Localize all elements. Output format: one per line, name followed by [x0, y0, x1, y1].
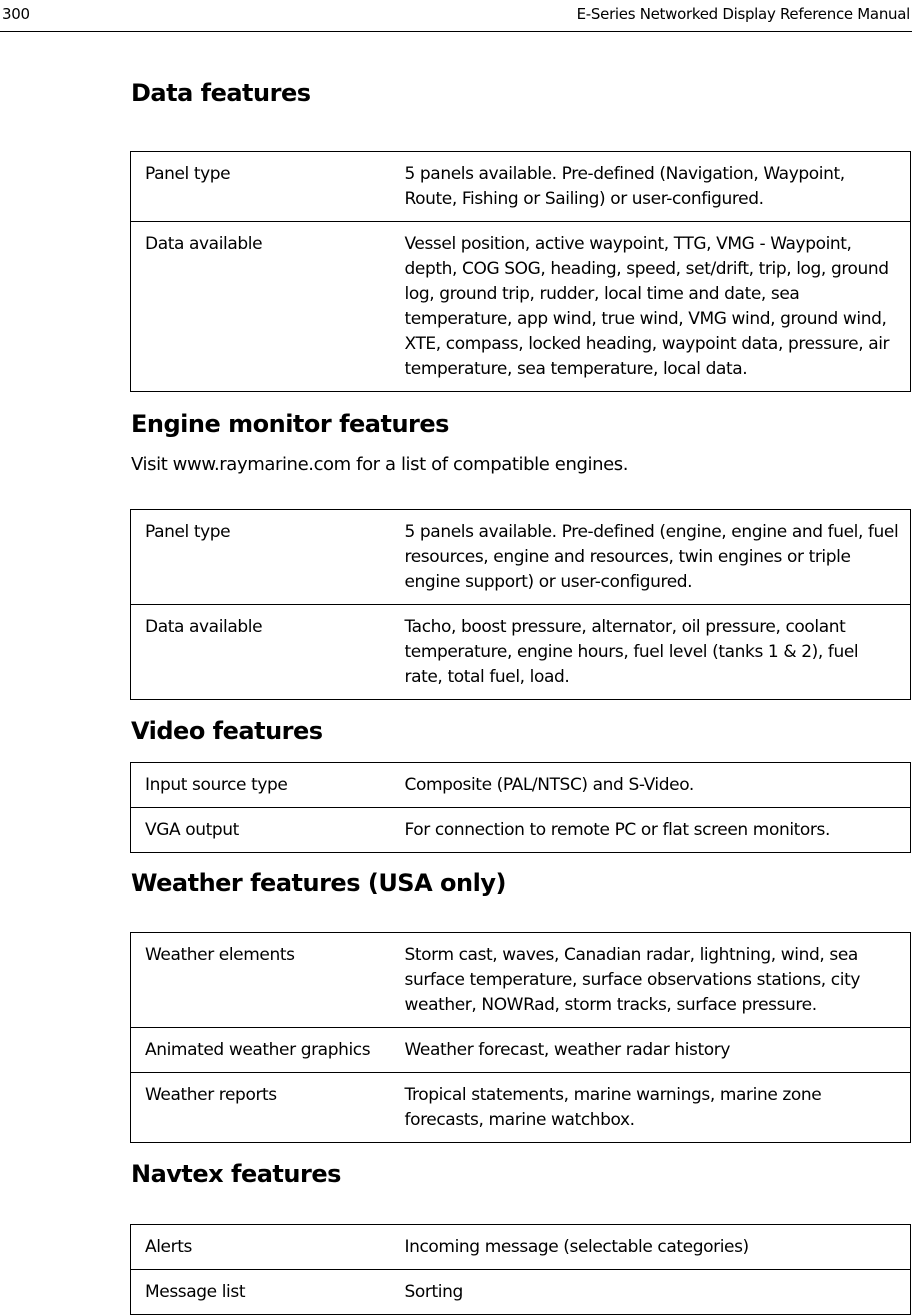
row-key: Input source type [131, 763, 391, 808]
row-value: Tropical statements, marine warnings, marine zone forecasts, marine watchbox. [391, 1073, 911, 1143]
row-value: Sorting [391, 1270, 911, 1315]
table-row [131, 510, 911, 605]
engine-features-heading: Engine monitor features [131, 410, 449, 438]
video-features-table [130, 762, 911, 853]
table-row [131, 222, 911, 392]
table-row [131, 1028, 911, 1073]
manual-title: E-Series Networked Display Reference Manual [576, 5, 910, 23]
data-features-heading: Data features [131, 79, 311, 107]
video-features-heading: Video features [131, 717, 323, 745]
row-key: Animated weather graphics [131, 1028, 391, 1073]
row-value: 5 panels available. Pre-defined (engine, engine and fuel, fuel resources, engine and resources, twin engines or triple engine support) or user-configured. [391, 510, 911, 605]
table-row [131, 933, 911, 1028]
row-value: Tacho, boost pressure, alternator, oil pressure, coolant temperature, engine hours, fuel level (tanks 1 & 2), fuel rate, total fuel, load. [391, 605, 911, 700]
table-row [131, 763, 911, 808]
row-key: VGA output [131, 808, 391, 853]
row-value: For connection to remote PC or flat screen monitors. [391, 808, 911, 853]
row-value: 5 panels available. Pre-defined (Navigation, Waypoint, Route, Fishing or Sailing) or user-configured. [391, 152, 911, 222]
table-row [131, 1270, 911, 1315]
navtex-features-table [130, 1224, 911, 1315]
row-key: Panel type [131, 152, 391, 222]
weather-features-table [130, 932, 911, 1143]
data-features-table [130, 151, 911, 392]
row-key: Weather reports [131, 1073, 391, 1143]
row-key: Panel type [131, 510, 391, 605]
table-row [131, 808, 911, 853]
engine-intro-text: Visit www.raymarine.com for a list of compatible engines. [131, 454, 629, 475]
row-value: Weather forecast, weather radar history [391, 1028, 911, 1073]
table-row [131, 1073, 911, 1143]
engine-features-table [130, 509, 911, 700]
row-key: Alerts [131, 1225, 391, 1270]
row-key: Data available [131, 605, 391, 700]
row-value: Incoming message (selectable categories) [391, 1225, 911, 1270]
navtex-features-heading: Navtex features [131, 1160, 341, 1188]
table-row [131, 605, 911, 700]
row-value: Composite (PAL/NTSC) and S-Video. [391, 763, 911, 808]
row-value: Storm cast, waves, Canadian radar, lightning, wind, sea surface temperature, surface observations stations, city weather, NOWRad, storm tracks, surface pressure. [391, 933, 911, 1028]
table-row [131, 1225, 911, 1270]
row-key: Data available [131, 222, 391, 392]
row-key: Weather elements [131, 933, 391, 1028]
weather-features-heading: Weather features (USA only) [131, 869, 506, 897]
page-number: 300 [2, 5, 30, 23]
page-header [0, 0, 912, 32]
row-value: Vessel position, active waypoint, TTG, VMG - Waypoint, depth, COG SOG, heading, speed, set/drift, trip, log, ground log, ground trip, rudder, local time and date, sea temperature, app wind, true wind, VMG wind, ground wind, XTE, compass, locked heading, waypoint data, pressure, air temperature, sea temperature, local data. [391, 222, 911, 392]
table-row [131, 152, 911, 222]
row-key: Message list [131, 1270, 391, 1315]
